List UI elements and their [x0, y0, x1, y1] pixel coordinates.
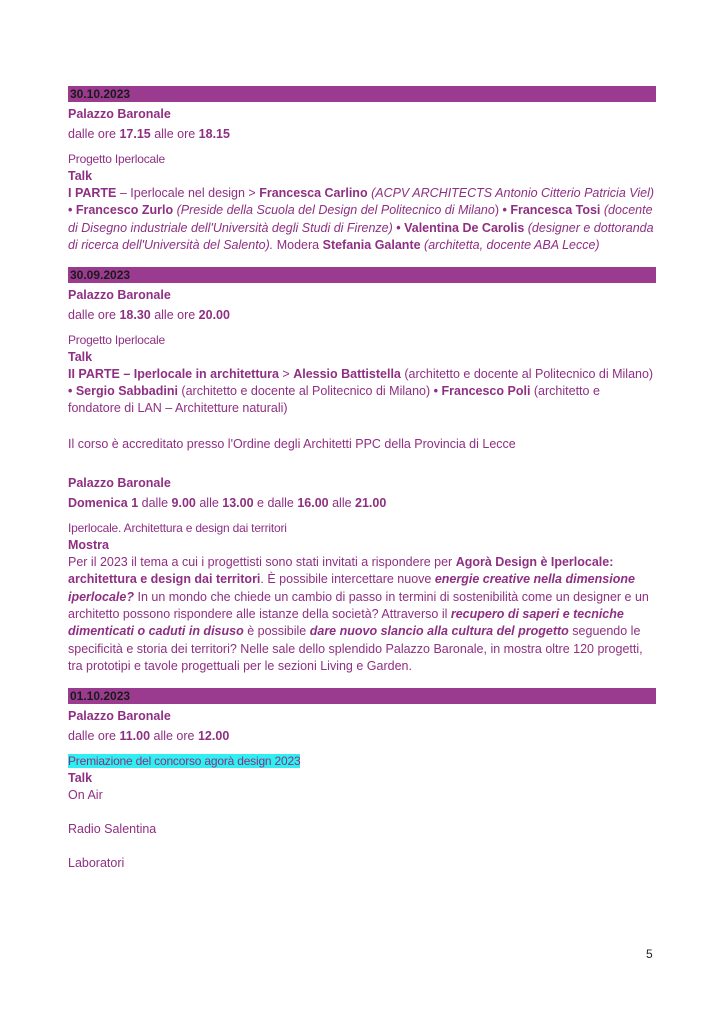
extra-line-on-air: On Air: [68, 787, 103, 802]
venue: Palazzo Baronale: [68, 107, 171, 121]
event-hours: dalle ore 18.30 alle ore 20.00: [68, 307, 230, 322]
event-hours: dalle ore 11.00 alle ore 12.00: [68, 728, 230, 743]
highlighted-title: Premiazione del concorso agorà design 2023: [68, 753, 301, 768]
venue: Palazzo Baronale: [68, 475, 171, 490]
extra-line-radio: Radio Salentina: [68, 821, 157, 836]
project-name: Progetto Iperlocale: [68, 332, 165, 347]
event-type: Talk: [68, 349, 93, 364]
accreditation-note: Il corso è accreditato presso l'Ordine degli Architetti PPC della Provincia di Lecce: [68, 436, 516, 451]
exhibition-description: Per il 2023 il tema a cui i progettisti sono stati invitati a rispondere per Agorà Design è Iperlocale: architettura e design dai territori. È possibile intercettare nuove energie creative nella dimensione iperlocale? In un mondo che chiede un cambio di passo in termini di sostenibilità come un designer e un architetto possono rispondere alle istanze della società? Attraverso il recupero di saperi e tecniche dimenticati o caduti in disuso è possibile dare nuovo slancio alla cultura del progetto seguendo le specificità e storia dei territori? Nelle sale dello splendido Palazzo Baronale, in mostra oltre 120 progetti, tra prototipi e tavole progettuali per le sezioni Living e Garden.: [68, 554, 649, 674]
event-section-4: [68, 688, 656, 872]
venue: Palazzo Baronale: [68, 708, 171, 723]
talk-description: II PARTE – Iperlocale in architettura > Alessio Battistella (architetto e docente al Politecnico di Milano) • Sergio Sabbadini (architetto e docente al Politecnico di Milano) • Francesco Poli (architetto e fondatore di LAN – Architetture naturali): [68, 366, 654, 416]
project-name: Progetto Iperlocale: [68, 152, 165, 166]
page-number: 5: [646, 947, 653, 961]
document-page: [68, 86, 656, 872]
extra-line-laboratori: Laboratori: [68, 855, 125, 870]
talk-description: I PARTE – Iperlocale nel design > Francesca Carlino (ACPV ARCHITECTS Antonio Citterio Patricia Viel) • Francesco Zurlo (Preside della Scuola del Design del Politecnico di Milano) • Francesca Tosi (docente di Disegno industriale dell'Università degli Studi di Firenze) • Valentina De Carolis (designer e dottoranda di ricerca dell'Università del Salento). Modera Stefania Galante (architetta, docente ABA Lecce): [68, 186, 655, 253]
exhibition-hours: Domenica 1 dalle 9.00 alle 13.00 e dalle 16.00 alle 21.00: [68, 495, 387, 510]
date-bar: 01.10.2023: [68, 688, 656, 704]
event-section-1: [68, 86, 656, 255]
venue: Palazzo Baronale: [68, 287, 171, 302]
project-name: Iperlocale. Architettura e design dai territori: [68, 520, 287, 535]
exhibition-section: [68, 474, 656, 676]
event-section-2: [68, 267, 656, 453]
date-bar: 30.09.2023: [68, 267, 656, 283]
event-type: Talk: [68, 770, 93, 785]
project-name: [68, 753, 656, 770]
event-type: Mostra: [68, 537, 109, 552]
event-type: Talk: [68, 169, 93, 183]
date-bar: 30.10.2023: [68, 86, 656, 102]
event-hours: dalle ore 17.15 alle ore 18.15: [68, 127, 230, 141]
